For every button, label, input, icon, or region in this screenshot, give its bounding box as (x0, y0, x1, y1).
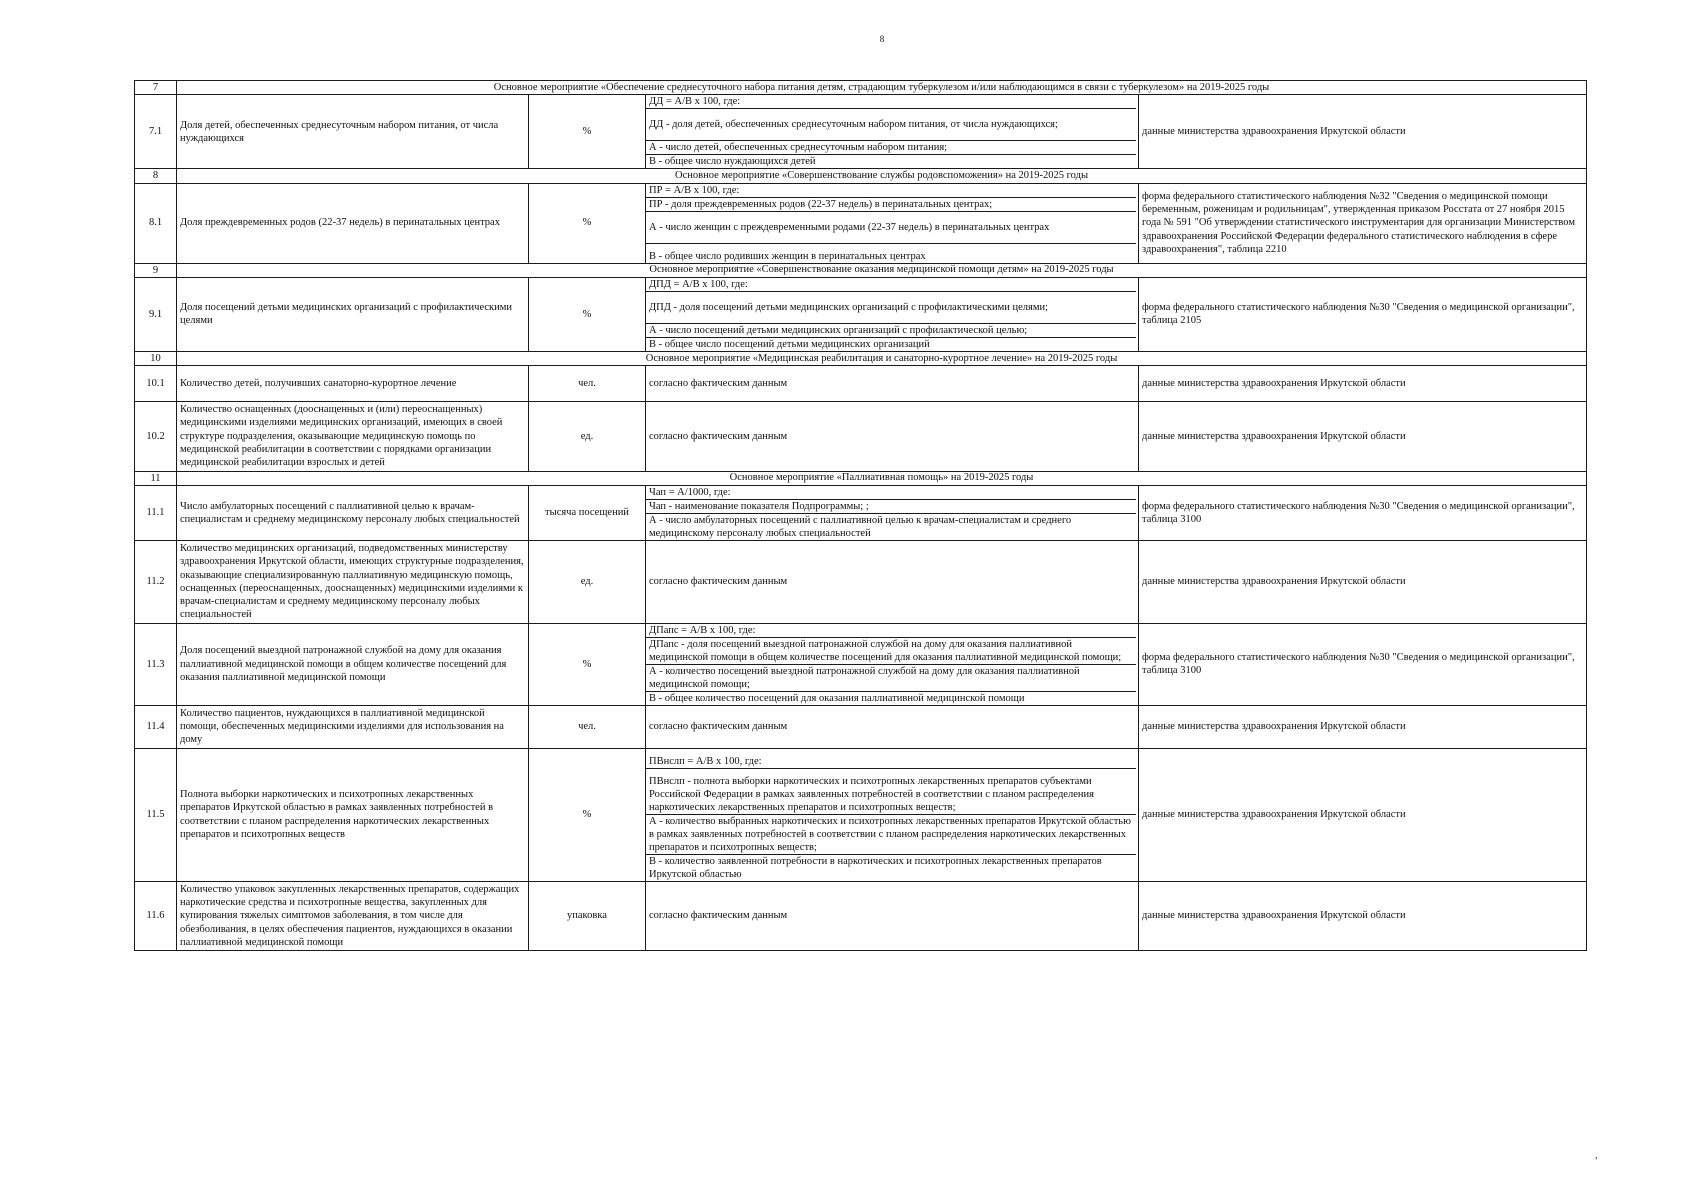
unit: % (529, 277, 646, 351)
section-number: 7 (135, 81, 177, 95)
section-row (135, 351, 1587, 365)
unit: % (529, 748, 646, 881)
unit: % (529, 623, 646, 705)
data-source: данные министерства здравоохранения Иркутской области (1139, 705, 1587, 748)
row-number: 11.1 (135, 485, 177, 540)
method-line: ДПД - доля посещений детьми медицинских организаций с профилактическими целями; (646, 292, 1136, 324)
section-row (135, 471, 1587, 485)
method-line: ДД - доля детей, обеспеченных среднесуточным набором питания, от числа нуждающихся; (646, 109, 1136, 141)
section-row (135, 169, 1587, 183)
table-row (135, 183, 1587, 263)
calculation-method (646, 623, 1139, 705)
method-line: Чап = А/1000, где: (646, 486, 1136, 500)
row-number: 9.1 (135, 277, 177, 351)
method-line: ДД = А/В х 100, где: (646, 95, 1136, 109)
calculation-method (646, 183, 1139, 263)
method-line: А - количество выбранных наркотических и психотропных лекарственных препаратов Иркутской областью в рамках заявленных потребностей в соответствии с планом распределения наркотических лекарственных препаратов и психотропных веществ; (646, 815, 1136, 855)
indicator-name: Количество упаковок закупленных лекарственных препаратов, содержащих наркотические средства и психотропные вещества, закупленных для купирования тяжелых симптомов заболевания, в том числе для обезболивания, в целях обеспечения пациентов, нуждающихся в оказании паллиативной медицинской помощи (177, 881, 529, 950)
section-number: 8 (135, 169, 177, 183)
method-line: Чап - наименование показателя Подпрограммы; ; (646, 500, 1136, 514)
row-number: 11.6 (135, 881, 177, 950)
table-row (135, 95, 1587, 169)
row-number: 11.2 (135, 540, 177, 623)
method-line: А - число посещений детьми медицинских организаций с профилактической целью; (646, 324, 1136, 338)
section-title: Основное мероприятие «Совершенствование службы родовспоможения» на 2019-2025 годы (177, 169, 1587, 183)
page-number: 8 (879, 34, 885, 44)
section-title: Основное мероприятие «Паллиативная помощь» на 2019-2025 годы (177, 471, 1587, 485)
data-source: данные министерства здравоохранения Иркутской области (1139, 540, 1587, 623)
data-source: данные министерства здравоохранения Иркутской области (1139, 881, 1587, 950)
indicator-name: Количество пациентов, нуждающихся в паллиативной медицинской помощи, обеспеченных медицинскими изделиями для использования на дому (177, 705, 529, 748)
indicator-name: Полнота выборки наркотических и психотропных лекарственных препаратов Иркутской областью в рамках заявленных потребностей в соответствии с планом распределения наркотических лекарственных препаратов и психотропных веществ (177, 748, 529, 881)
section-title: Основное мероприятие «Совершенствование оказания медицинской помощи детям» на 2019-2025 годы (177, 263, 1587, 277)
calculation-method: согласно фактическим данным (646, 540, 1139, 623)
indicator-name: Количество медицинских организаций, подведомственных министерству здравоохранения Иркутской области, имеющих структурные подразделения, оказывающие специализированную паллиативную медицинскую помощь, оснащенных (переоснащенных, дооснащенных) медицинскими изделиями к врачам-специалистам и среднему медицинскому персоналу любых специальностей (177, 540, 529, 623)
table-row (135, 748, 1587, 881)
calculation-method: согласно фактическим данным (646, 705, 1139, 748)
method-line: В - общее количество посещений для оказания паллиативной медицинской помощи (649, 692, 1025, 704)
calculation-method (646, 277, 1139, 351)
calculation-method: согласно фактическим данным (646, 366, 1139, 402)
method-line: ПВнслп = А/В х 100, где: (646, 749, 1136, 769)
indicator-name: Доля детей, обеспеченных среднесуточным набором питания, от числа нуждающихся (177, 95, 529, 169)
indicator-name: Количество оснащенных (дооснащенных и (или) переоснащенных) медицинскими изделиями медицинских организаций, имеющих в своей структуре подразделения, оказывающие медицинскую помощь по медицинской реабилитации в соответствии с порядками организации медицинской реабилитации взрослых и детей (177, 402, 529, 471)
section-title: Основное мероприятие «Медицинская реабилитация и санаторно-курортное лечение» на 2019-2025 годы (177, 351, 1587, 365)
unit: % (529, 183, 646, 263)
data-source: форма федерального статистического наблюдения №30 "Сведения о медицинской организации", таблица 3100 (1139, 485, 1587, 540)
unit: ед. (529, 540, 646, 623)
row-number: 11.4 (135, 705, 177, 748)
row-number: 8.1 (135, 183, 177, 263)
section-title: Основное мероприятие «Обеспечение среднесуточного набора питания детям, страдающим туберкулезом и/или наблюдающимся в связи с туберкулезом» на 2019-2025 годы (177, 81, 1587, 95)
method-line: В - общее число посещений детьми медицинских организаций (649, 338, 930, 350)
section-row (135, 81, 1587, 95)
method-line: ДПапс = А/В х 100, где: (646, 624, 1136, 638)
method-line: ДПапс - доля посещений выездной патронажной службой на дому для оказания паллиативной медицинской помощи в общем количестве посещений для оказания паллиативной медицинской помощи; (646, 638, 1136, 665)
data-source: данные министерства здравоохранения Иркутской области (1139, 366, 1587, 402)
method-line: ПВнслп - полнота выборки наркотических и психотропных лекарственных препаратов субъектами Российской Федерации в рамках заявленных потребностей в соответствии с планом распределения наркотических лекарственных препаратов и психотропных веществ; (646, 769, 1136, 815)
table-row (135, 277, 1587, 351)
section-number: 10 (135, 351, 177, 365)
indicator-name: Количество детей, получивших санаторно-курортное лечение (177, 366, 529, 402)
method-line: А - число детей, обеспеченных среднесуточным набором питания; (646, 141, 1136, 155)
calculation-method: согласно фактическим данным (646, 402, 1139, 471)
section-number: 11 (135, 471, 177, 485)
calculation-method (646, 485, 1139, 540)
data-source: форма федерального статистического наблюдения №32 "Сведения о медицинской помощи беременным, роженицам и родильницам", утвержденная приказом Росстата от 27 ноября 2015 года № 591 "Об утверждении статистического инструментария для организации Министерством здравоохранения Российской Федерации федерального статистического наблюдения в сфере здравоохранения", таблица 2210 (1139, 183, 1587, 263)
row-number: 11.3 (135, 623, 177, 705)
method-line: ПР = А/В х 100, где: (646, 184, 1136, 198)
table-row (135, 366, 1587, 402)
unit: упаковка (529, 881, 646, 950)
indicator-name: Число амбулаторных посещений с паллиативной целью к врачам-специалистам и среднему медицинскому персоналу любых специальностей (177, 485, 529, 540)
table-row (135, 623, 1587, 705)
data-source: форма федерального статистического наблюдения №30 "Сведения о медицинской организации", таблица 2105 (1139, 277, 1587, 351)
method-line: В - общее число родивших женщин в перинатальных центрах (649, 250, 926, 262)
data-source: форма федерального статистического наблюдения №30 "Сведения о медицинской организации", таблица 3100 (1139, 623, 1587, 705)
method-line: В - общее число нуждающихся детей (649, 156, 816, 168)
method-line: А - число амбулаторных посещений с паллиативной целью к врачам-специалистам и среднего медицинскому персоналу любых специальностей (649, 514, 1072, 539)
calculation-method: согласно фактическим данным (646, 881, 1139, 950)
unit: тысяча посещений (529, 485, 646, 540)
method-line: А - количество посещений выездной патронажной службой на дому для оказания паллиативной медицинской помощи; (646, 665, 1136, 692)
unit: % (529, 95, 646, 169)
row-number: 10.1 (135, 366, 177, 402)
section-row (135, 263, 1587, 277)
method-line: А - число женщин с преждевременными родами (22-37 недель) в перинатальных центрах (646, 212, 1136, 244)
table-row (135, 705, 1587, 748)
indicator-name: Доля посещений выездной патронажной службой на дому для оказания паллиативной медицинской помощи в общем количестве посещений для оказания паллиативной медицинской помощи (177, 623, 529, 705)
indicator-name: Доля преждевременных родов (22-37 недель) в перинатальных центрах (177, 183, 529, 263)
row-number: 11.5 (135, 748, 177, 881)
row-number: 7.1 (135, 95, 177, 169)
row-number: 10.2 (135, 402, 177, 471)
data-source: данные министерства здравоохранения Иркутской области (1139, 402, 1587, 471)
indicators-table (134, 80, 1587, 951)
corner-mark: , (1595, 1150, 1598, 1161)
calculation-method (646, 95, 1139, 169)
method-line: ДПД = А/В х 100, где: (646, 278, 1136, 292)
method-line: ПР - доля преждевременных родов (22-37 недель) в перинатальных центрах; (646, 198, 1136, 212)
data-source: данные министерства здравоохранения Иркутской области (1139, 748, 1587, 881)
calculation-method (646, 748, 1139, 881)
unit: ед. (529, 402, 646, 471)
table-row (135, 402, 1587, 471)
unit: чел. (529, 366, 646, 402)
table-row (135, 485, 1587, 540)
indicator-name: Доля посещений детьми медицинских организаций с профилактическими целями (177, 277, 529, 351)
unit: чел. (529, 705, 646, 748)
table-row (135, 881, 1587, 950)
table-row (135, 540, 1587, 623)
method-line: В - количество заявленной потребности в наркотических и психотропных лекарственных препаратов Иркутской областью (649, 855, 1102, 880)
data-source: данные министерства здравоохранения Иркутской области (1139, 95, 1587, 169)
section-number: 9 (135, 263, 177, 277)
